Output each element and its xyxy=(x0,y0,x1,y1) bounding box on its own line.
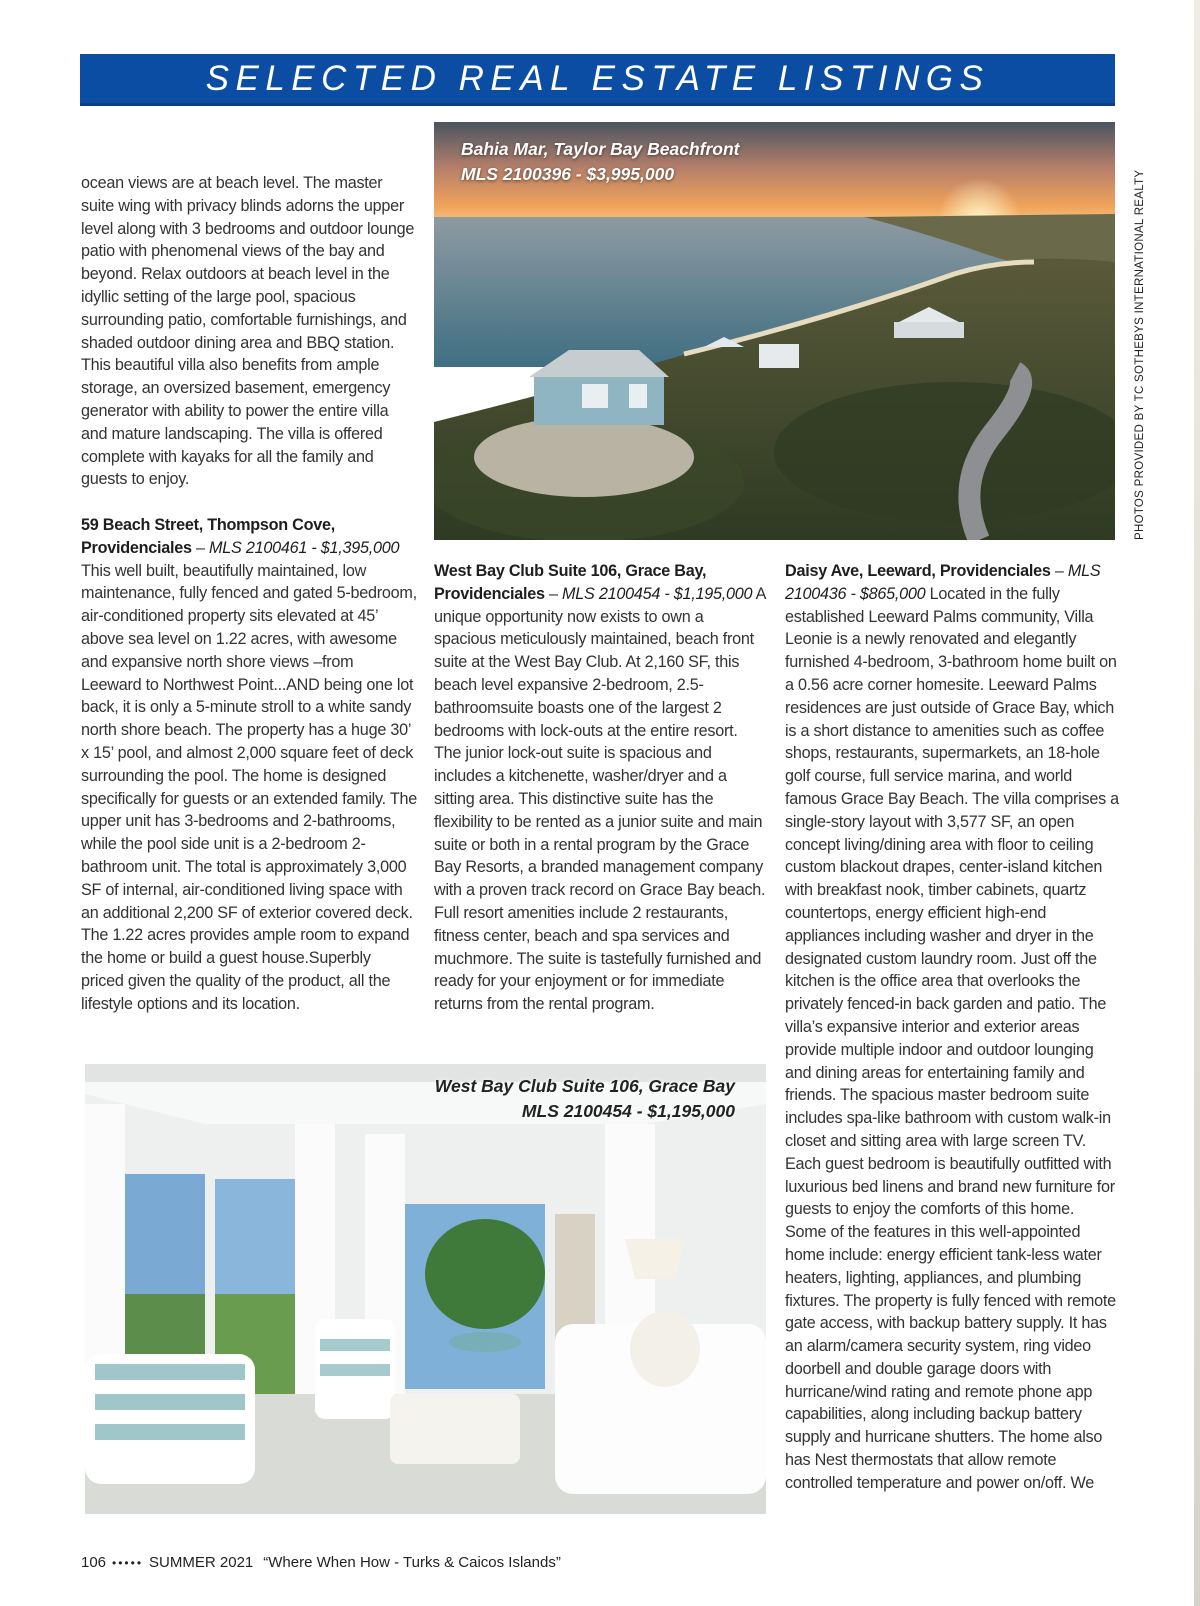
listing-heading: West Bay Club Suite 106, Grace Bay, Providenciales xyxy=(434,562,707,603)
west-bay-club-illustration xyxy=(85,1064,766,1514)
listing-mls-price: MLS 2100454 - $1,195,000 xyxy=(562,584,753,603)
listing-mls-price: MLS 2100436 - $865,000 xyxy=(785,562,1101,603)
listing-heading: 59 Beach Street, Thompson Cove, Providenciales xyxy=(81,516,336,557)
listing-mls-price: MLS 2100461 - $1,395,000 xyxy=(209,538,400,557)
west-bay-club-caption-mls: MLS 2100454 - $1,195,000 xyxy=(521,1101,735,1121)
bahia-mar-caption xyxy=(461,137,739,187)
page-number: 106 xyxy=(81,1554,107,1571)
bahia-mar-caption-mls: MLS 2100396 - $3,995,000 xyxy=(461,164,675,184)
listing-heading: Daisy Ave, Leeward, Providenciales xyxy=(785,562,1051,580)
west-bay-club-caption-title: West Bay Club Suite 106, Grace Bay xyxy=(434,1076,735,1096)
listing-body: This well built, beautifully maintained, low maintenance, fully fenced and gated 5-bedroom, air-conditioned property sits elevated at 45’ above sea level on 1.22 acres, with awesome and expansive north shore views –from Leeward to Northwest Point...AND being one lot back, it is only a 5-minute stroll to a white sandy north shore beach. The property has a huge 30’ x 15’ pool, and almost 2,000 square feet of deck surrounding the pool. The home is designed specifically for guests or an extended family. The upper unit has 3-bedrooms and 2-bathrooms, while the pool side unit is a 2-bedroom 2-bathroom unit. The total is approximately 3,000 SF of internal, air-conditioned living space with an additional 2,200 SF of exterior covered deck. The 1.22 acres provides ample room to expand the home or build a guest house.Superbly priced given the quality of the product, all the lifestyle options and its location. xyxy=(81,561,418,1013)
listing-body: Located in the fully established Leeward Palms community, Villa Leonie is a newly renovated and elegantly furnished 4-bedroom, 3-bathroom home built on a 0.56 acre corner homesite. Leeward Palms residences are just outside of Grace Bay, which is a short distance to amenities such as coffee shops, restaurants, supermarkets, an 18-hole golf course, full service marina, and world famous Grace Bay Beach. The villa comprises a single-story layout with 3,577 SF, an open concept living/dining area with floor to ceiling custom blackout drapes, center-island kitchen with breakfast nook, timber cabinets, quartz countertops, energy efficient high-end appliances including washer and dryer in the designated custom laundry room. Just off the kitchen is the office area that overlooks the privately fenced-in back garden and patio. The villa’s expansive interior and exterior areas provide multiple indoor and outdoor lounging and dining areas for entertaining family and friends. The spacious master bedroom suite includes spa-like bathroom with custom walk-in closet and sitting area with large screen TV. Each guest bedroom is beautifully outfitted with luxurious bed linens and brand new furniture for guests to enjoy the comforts of this home. Some of the features in this well-appointed home include: energy efficient tank-less water heaters, lighting, appliances, and plumbing fixtures. The property is fully fenced with remote gate access, with backup battery supply. It has an alarm/camera security system, ring video doorbell and double garage doors with hurricane/wind rating and remote phone app capabilities, along including backup battery supply and hurricane shutters. The home also has Nest thermostats that allow remote controlled temperature and power on/off. We xyxy=(785,584,1119,1492)
section-banner xyxy=(80,54,1115,106)
page-edge xyxy=(1194,0,1200,1606)
photo-credit: PHOTOS PROVIDED BY TC SOTHEBYS INTERNATIONAL REALTY xyxy=(1134,169,1146,540)
listing-thompson-cove: 59 Beach Street, Thompson Cove, Providenciales – MLS 2100461 - $1,395,000 This well built, beautifully maintained, low maintenance, fully fenced and gated 5-bedroom, air-conditioned property sits elevated at 45’ above sea level on 1.22 acres, with awesome and expansive north shore views –from Leeward to Northwest Point...AND being one lot back, it is only a 5-minute stroll to a white sandy north shore beach. The property has a huge 30’ x 15’ pool, and almost 2,000 square feet of deck surrounding the pool. The home is designed specifically for guests or an extended family. The upper unit has 3-bedrooms and 2-bathrooms, while the pool side unit is a 2-bedroom 2-bathroom unit. The total is approximately 3,000 SF of internal, air-conditioned living space with an additional 2,200 SF of exterior covered deck. The 1.22 acres provides ample room to expand the home or build a guest house.Superbly priced given the quality of the product, all the lifestyle options and its location. xyxy=(81,516,418,1013)
footer-dots: ••••• xyxy=(112,1556,144,1570)
page-footer xyxy=(81,1554,561,1571)
col1-intro-text: ocean views are at beach level. The master suite wing with privacy blinds adorns the upper level along with 3 bedrooms and outdoor lounge patio with phenomenal views of the bay and beyond. Relax outdoors at beach level in the idyllic setting of the large pool, spacious surrounding patio, comfortable furnishings, and shaded outdoor dining area and BBQ station. This beautiful villa also benefits from ample storage, an oversized basement, emergency generator with ability to power the entire villa and mature landscaping. The villa is offered complete with kayaks for all the family and guests to enjoy. xyxy=(81,174,415,489)
listing-west-bay-club: West Bay Club Suite 106, Grace Bay, Providenciales – MLS 2100454 - $1,195,000 A unique opportunity now exists to own a spacious meticulously maintained, beach front suite at the West Bay Club. At 2,160 SF, this beach level expansive 2-bedroom, 2.5-bathroomsuite boasts one of the largest 2 bedrooms with lock-outs at the entire resort. The junior lock-out suite is spacious and includes a kitchenette, washer/dryer and a sitting area. This distinctive suite has the flexibility to be rented as a junior suite and main suite or both in a rental program by the Grace Bay Resorts, a branded management company with a proven track record on Grace Bay beach. Full resort amenities include 2 restaurants, fitness center, beach and spa services and muchmore. The suite is tastefully furnished and ready for your enjoyment or for immediate returns from the rental program. xyxy=(434,562,766,1014)
magazine-title: “Where When How - Turks & Caicos Islands” xyxy=(263,1554,561,1571)
west-bay-club-caption xyxy=(420,1074,735,1124)
bahia-mar-caption-title: Bahia Mar, Taylor Bay Beachfront xyxy=(461,139,740,159)
issue-label: SUMMER 2021 xyxy=(149,1554,254,1571)
listing-body: A unique opportunity now exists to own a spacious meticulously maintained, beach front suite at the West Bay Club. At 2,160 SF, this beach level expansive 2-bedroom, 2.5-bathroomsuite boasts one of the largest 2 bedrooms with lock-outs at the entire resort. The junior lock-out suite is spacious and includes a kitchenette, washer/dryer and a sitting area. This distinctive suite has the flexibility to be rented as a junior suite and main suite or both in a rental program by the Grace Bay Resorts, a branded management company with a proven track record on Grace Bay beach. Full resort amenities include 2 restaurants, fitness center, beach and spa services and muchmore. The suite is tastefully furnished and ready for your enjoyment or for immediate returns from the rental program. xyxy=(434,584,766,1014)
listing-daisy-ave: Daisy Ave, Leeward, Providenciales – MLS 2100436 - $865,000 Located in the fully established Leeward Palms community, Villa Leonie is a newly renovated and elegantly furnished 4-bedroom, 3-bathroom home built on a 0.56 acre corner homesite. Leeward Palms residences are just outside of Grace Bay, which is a short distance to amenities such as coffee shops, restaurants, supermarkets, an 18-hole golf course, full service marina, and world famous Grace Bay Beach. The villa comprises a single-story layout with 3,577 SF, an open concept living/dining area with floor to ceiling custom blackout drapes, center-island kitchen with breakfast nook, timber cabinets, quartz countertops, energy efficient high-end appliances including washer and dryer in the designated custom laundry room. Just off the kitchen is the office area that overlooks the privately fenced-in back garden and patio. The villa’s expansive interior and exterior areas provide multiple indoor and outdoor lounging and dining areas for entertaining family and friends. The spacious master bedroom suite includes spa-like bathroom with custom walk-in closet and sitting area with large screen TV. Each guest bedroom is beautifully outfitted with luxurious bed linens and brand new furniture for guests to enjoy the comforts of this home. Some of the features in this well-appointed home include: energy efficient tank-less water heaters, lighting, appliances, and plumbing fixtures. The property is fully fenced with remote gate access, with backup battery supply. It has an alarm/camera security system, ring video doorbell and double garage doors with hurricane/wind rating and remote phone app capabilities, along including backup battery supply and hurricane shutters. The home also has Nest thermostats that allow remote controlled temperature and power on/off. We xyxy=(785,562,1119,1492)
section-title: SELECTED REAL ESTATE LISTINGS xyxy=(205,58,990,98)
col1-intro xyxy=(81,172,417,491)
west-bay-club-photo xyxy=(85,1064,766,1514)
